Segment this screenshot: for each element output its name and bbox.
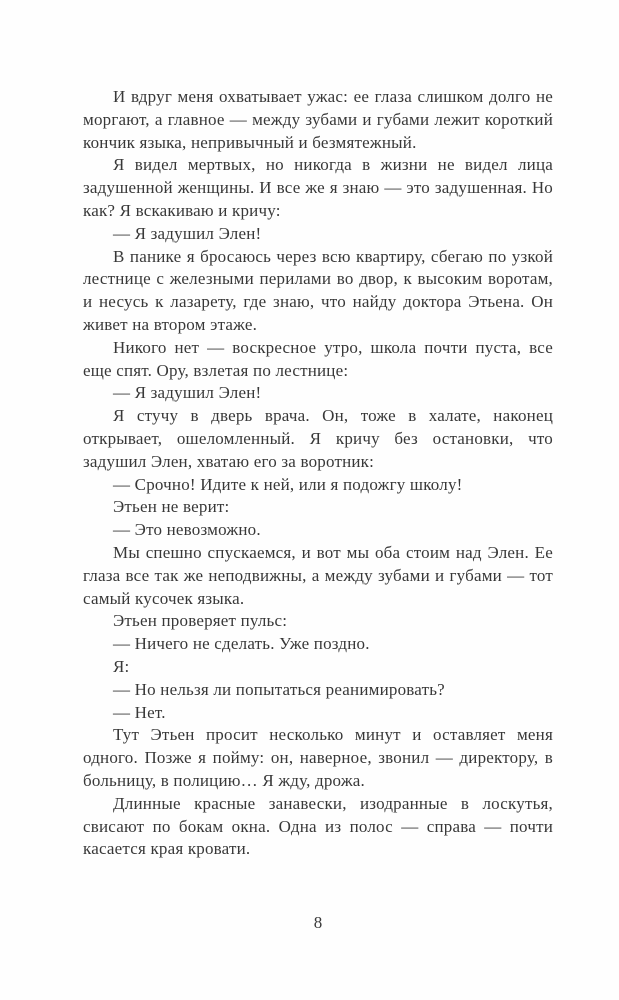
paragraph: В панике я бросаюсь через всю квартиру, сбегаю по узкой лестнице с железными перилами во двор, к высоким воротам, и несусь к лазарету, где знаю, что найду доктора Этьена. Он живет на втором этаже. [83, 246, 553, 334]
paragraph: Длинные красные занавески, изодранные в лоскутья, свисают по бокам окна. Одна из полос — справа — почти касается края кровати. [83, 793, 553, 859]
paragraph: И вдруг меня охватывает ужас: ее глаза слишком долго не моргают, а главное — между зубами и губами лежит короткий кончик языка, непривычный и безмятежный. [83, 87, 553, 152]
dialogue-paragraph: — Я задушил Элен! [113, 383, 262, 403]
paragraph: Я: [113, 656, 130, 676]
dialogue-paragraph: — Ничего не сделать. Уже поздно. [113, 634, 370, 654]
paragraph: Я стучу в дверь врача. Он, тоже в халате, наконец открывает, ошеломленный. Я кричу без остановки, что задушил Элен, хватаю его за воротник: [83, 406, 553, 471]
paragraph: Я видел мертвых, но никогда в жизни не видел лица задушенной женщины. И все же я знаю — это задушенная. Но как? Я вскакиваю и кричу: [83, 155, 553, 220]
dialogue-paragraph: — Нет. [113, 702, 166, 722]
dialogue-paragraph: — Это невозможно. [113, 520, 261, 540]
dialogue-paragraph: — Срочно! Идите к ней, или я подожгу школу! [113, 474, 463, 494]
page-text-block [83, 86, 553, 861]
dialogue-paragraph: — Я задушил Элен! [113, 223, 262, 243]
paragraph: Этьен проверяет пульс: [113, 611, 288, 631]
paragraph: Этьен не верит: [113, 497, 230, 517]
paragraph: Тут Этьен просит несколько минут и оставляет меня одного. Позже я пойму: он, наверное, звонил — директору, в больницу, в полицию… Я жду, дрожа. [83, 725, 553, 790]
page-number: 8 [313, 913, 323, 932]
paragraph: Никого нет — воскресное утро, школа почти пуста, все еще спят. Ору, взлетая по лестнице: [83, 337, 553, 380]
paragraph: Мы спешно спускаемся, и вот мы оба стоим над Элен. Ее глаза все так же неподвижны, а между зубами и губами — тот самый кусочек языка. [83, 542, 553, 608]
dialogue-paragraph: — Но нельзя ли попытаться реанимировать? [113, 679, 445, 699]
